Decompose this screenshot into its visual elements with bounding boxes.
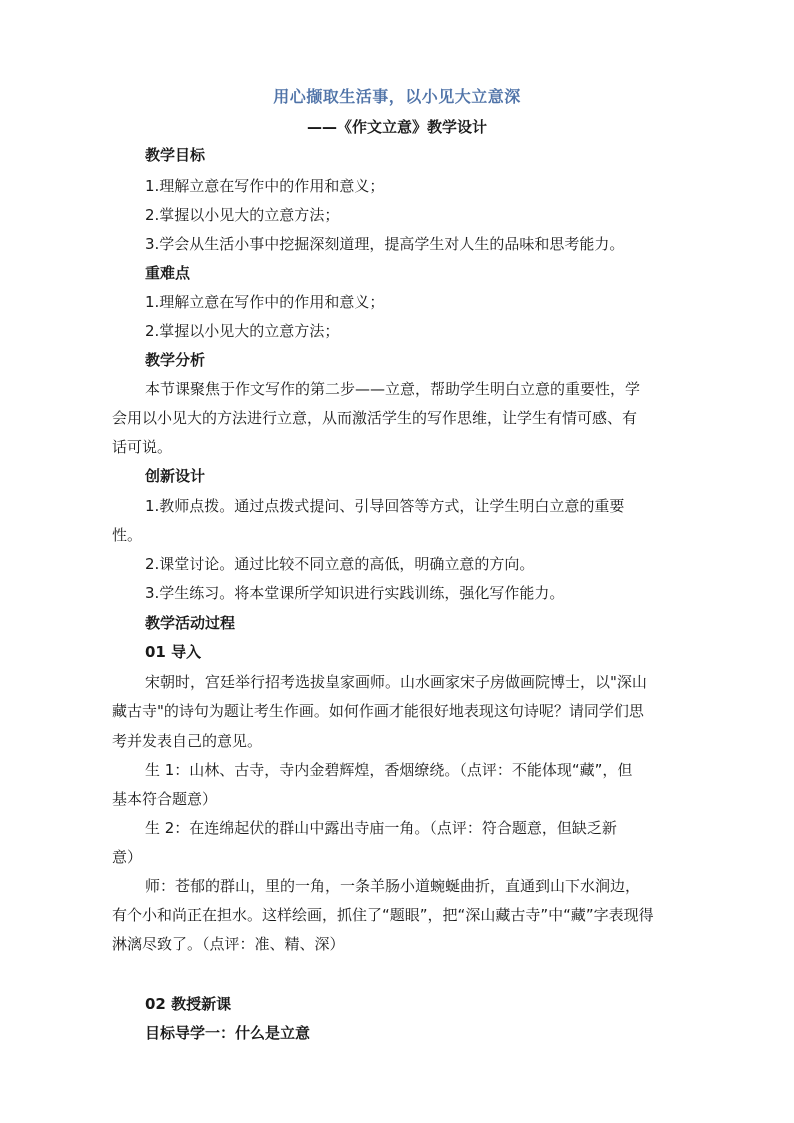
student1-line: 基本符合题意） (112, 790, 218, 808)
analysis-line: 话可说。 (112, 438, 173, 456)
goal-item: 2.掌握以小见大的立意方法； (145, 206, 340, 224)
subsection-heading-intro: 01 导入 (145, 643, 202, 661)
analysis-line: 会用以小见大的方法进行立意，从而激活学生的写作思维，让学生有情可感、有 (112, 409, 638, 427)
document-subtitle: ——《作文立意》教学设计 (306, 118, 487, 136)
innovation-line: 1.教师点拨。通过点拨式提问、引导回答等方式，让学生明白立意的重要 (145, 497, 625, 515)
key-item: 1.理解立意在写作中的作用和意义； (145, 293, 385, 311)
innovation-line: 3.学生练习。将本堂课所学知识进行实践训练，强化写作能力。 (145, 584, 565, 602)
innovation-line: 性。 (112, 526, 143, 544)
section-heading-goals: 教学目标 (145, 146, 206, 164)
student2-line: 生 2：在连绵起伏的群山中露出寺庙一角。（点评：符合题意，但缺乏新 (145, 819, 617, 837)
teacher-line: 有个小和尚正在担水。这样绘画，抓住了“题眼”，把“深山藏古寺”中“藏”字表现得 (112, 906, 654, 924)
intro-line: 宋朝时，宫廷举行招考选拔皇家画师。山水画家宋子房做画院博士，以"深山 (145, 673, 647, 691)
subsection-heading-target: 目标导学一：什么是立意 (145, 1024, 311, 1042)
key-item: 2.掌握以小见大的立意方法； (145, 322, 340, 340)
teacher-line: 师：苍郁的群山，里的一角，一条羊肠小道蜿蜒曲折，直通到山下水涧边， (145, 877, 641, 895)
intro-line: 藏古寺"的诗句为题让考生作画。如何作画才能很好地表现这句诗呢？请同学们思 (112, 702, 644, 720)
section-heading-process: 教学活动过程 (145, 614, 236, 632)
subsection-heading-new-lesson: 02 教授新课 (145, 995, 232, 1013)
section-heading-analysis: 教学分析 (145, 351, 206, 369)
document-title: 用心撷取生活事，以小见大立意深 (273, 87, 521, 106)
innovation-line: 2.课堂讨论。通过比较不同立意的高低，明确立意的方向。 (145, 555, 535, 573)
student1-line: 生 1：山林、古寺，寺内金碧辉煌，香烟缭绕。（点评：不能体现“藏”，但 (145, 761, 633, 779)
section-heading-innovation: 创新设计 (145, 467, 206, 485)
section-heading-key: 重难点 (145, 264, 191, 282)
analysis-line: 本节课聚焦于作文写作的第二步——立意，帮助学生明白立意的重要性，学 (145, 380, 641, 398)
intro-line: 考并发表自己的意见。 (112, 732, 263, 750)
goal-item: 3.学会从生活小事中挖掘深刻道理，提高学生对人生的品味和思考能力。 (145, 235, 625, 253)
goal-item: 1.理解立意在写作中的作用和意义； (145, 177, 385, 195)
teacher-line: 淋漓尽致了。（点评：准、精、深） (112, 935, 345, 953)
student2-line: 意） (112, 848, 143, 866)
